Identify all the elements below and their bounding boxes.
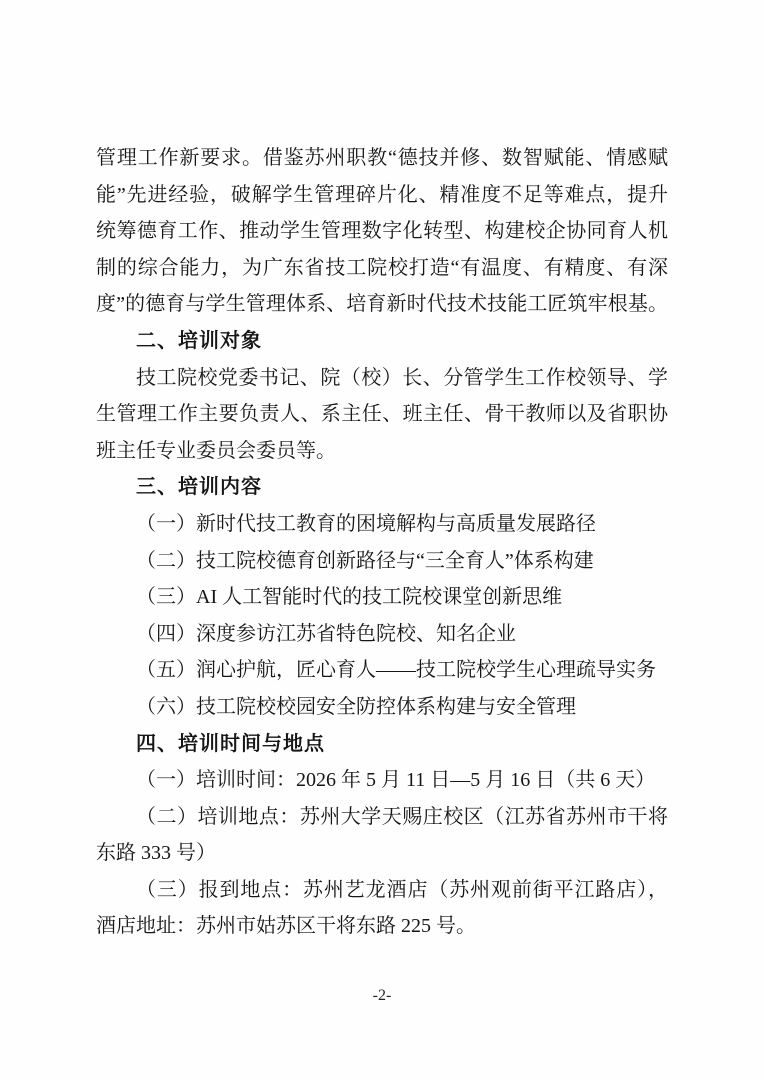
- training-content-item: （一）新时代技工教育的困境解构与高质量发展路径: [136, 512, 596, 535]
- section-heading-training-content: 三、培训内容: [136, 476, 262, 499]
- schedule-line-checkin: （三）报到地点：苏州艺龙酒店（苏州观前街平江路店），: [136, 878, 668, 901]
- training-content-item: （三）AI 人工智能时代的技工院校课堂创新思维: [136, 586, 563, 609]
- training-content-item: （六）技工院校校园安全防控体系构建与安全管理: [136, 695, 576, 718]
- section-heading-time-place: 四、培训时间与地点: [136, 732, 325, 755]
- paragraph-line: 能”先进经验，破解学生管理碎片化、精准度不足等难点，提升: [96, 183, 668, 206]
- training-target-line: 技工院校党委书记、院（校）长、分管学生工作校领导、学: [136, 366, 668, 389]
- page-number: -2-: [372, 987, 392, 1004]
- schedule-line-venue: （二）培训地点：苏州大学天赐庄校区（江苏省苏州市干将: [136, 805, 668, 828]
- training-content-item: （四）深度参访江苏省特色院校、知名企业: [136, 622, 516, 645]
- section-heading-training-target: 二、培训对象: [136, 329, 262, 352]
- paragraph-line: 度”的德育与学生管理体系、培育新时代技术技能工匠筑牢根基。: [96, 293, 668, 316]
- training-content-item: （二）技工院校德育创新路径与“三全育人”体系构建: [136, 549, 594, 572]
- paragraph-line: 管理工作新要求。借鉴苏州职教“德技并修、数智赋能、情感赋: [96, 147, 668, 169]
- document-body: [96, 140, 668, 945]
- paragraph-line: 统筹德育工作、推动学生管理数字化转型、构建校企协同育人机: [96, 220, 668, 243]
- paragraph-line: 制的综合能力，为广东省技工院校打造“有温度、有精度、有深: [96, 256, 668, 279]
- training-target-line: 生管理工作主要负责人、系主任、班主任、骨干教师以及省职协: [96, 403, 668, 426]
- schedule-line-time: （一）培训时间：2026 年 5 月 11 日—5 月 16 日（共 6 天）: [136, 769, 656, 792]
- schedule-line-venue: 东路 333 号）: [96, 842, 216, 865]
- schedule-line-checkin: 酒店地址：苏州市姑苏区干将东路 225 号。: [96, 915, 476, 938]
- training-content-item: （五）润心护航，匠心育人——技工院校学生心理疏导实务: [136, 659, 656, 682]
- training-target-line: 班主任专业委员会委员等。: [96, 439, 336, 462]
